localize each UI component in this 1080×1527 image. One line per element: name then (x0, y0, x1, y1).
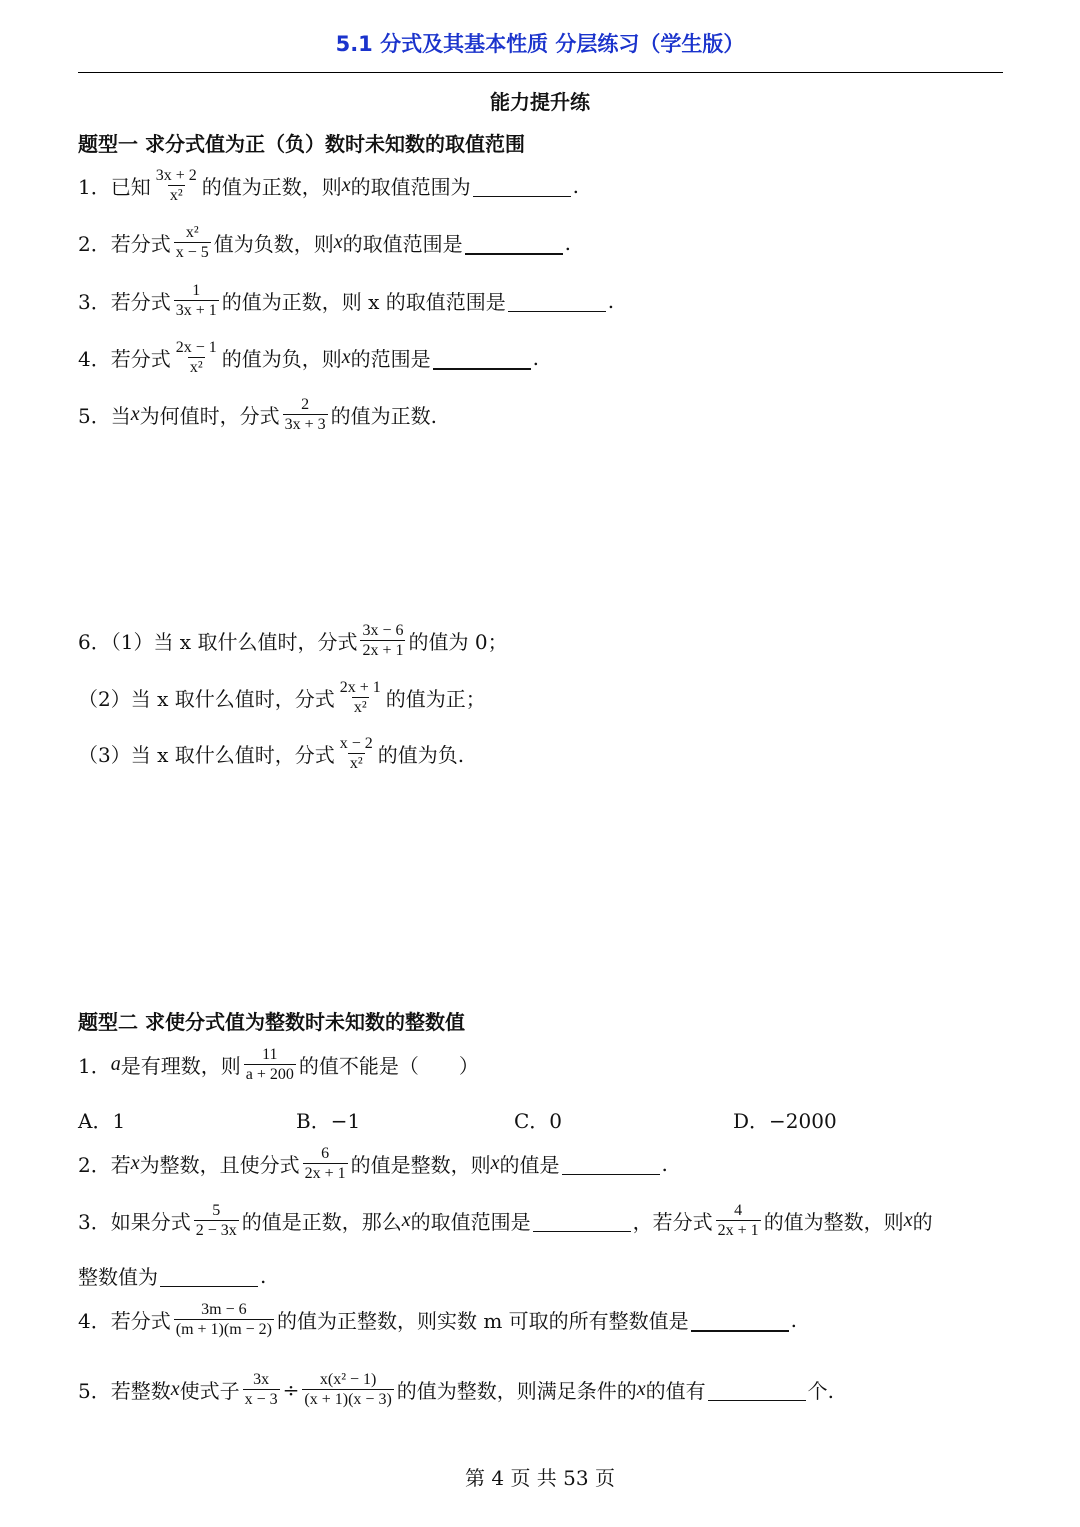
fraction: $\frac{1}{3x + 1}$ (175, 282, 217, 319)
section-title: 能力提升练 (490, 90, 590, 114)
fraction: $\frac{2x - 1}{\text{x²}}$ (175, 339, 217, 376)
type1-question-4: 4．若分式 $\frac{2x - 1}{\text{x²}}$ 的值为负，则 x 的范围是 . (78, 339, 540, 376)
header-divider (78, 72, 1003, 73)
answer-blank[interactable] (465, 231, 563, 255)
type2-question-5: 5．若整数 x 使式子 $\frac{3x}{x - 3}$ ÷ $\frac{\text{x(x² − 1)}}{(x + 1)(x - 3)}$ 的值为整数，则满足条件的 x 的值有 个. (78, 1371, 835, 1408)
option-b[interactable]: B．−1 (296, 1109, 361, 1133)
fraction: $\frac{3m - 6}{(m + 1)(m - 2)}$ (175, 1301, 272, 1338)
type2-question-2: 2．若 x 为整数，且使分式 $\frac{6}{2x + 1}$ 的值是整数，则 x 的值是 . (78, 1145, 668, 1182)
fraction: $\frac{4}{2x + 1}$ (717, 1202, 759, 1239)
answer-blank[interactable] (691, 1308, 789, 1332)
answer-blank[interactable] (433, 346, 531, 370)
option-c[interactable]: C．0 (514, 1109, 563, 1133)
type1-question-6-part-3: （3）当 x 取什么值时，分式 $\frac{x - 2}{\text{x²}}$ 的值为负. (78, 735, 465, 772)
fraction: $\frac{2}{3x + 3}$ (284, 396, 326, 433)
document-title: 5.1 分式及其基本性质 分层练习（学生版） (335, 32, 745, 56)
type2-heading: 题型二 求使分式值为整数时未知数的整数值 (78, 1010, 465, 1034)
fraction: $\frac{5}{2 - 3x}$ (195, 1202, 237, 1239)
type1-question-1: 1．已知 $\frac{3x + 2}{\text{x²}}$ 的值为正数，则 x 的取值范围为 . (78, 167, 580, 204)
type1-question-2: 2．若分式 $\frac{\text{x²}}{x - 5}$ 值为负数，则 x 的取值范围是 . (78, 224, 572, 261)
type1-heading: 题型一 求分式值为正（负）数时未知数的取值范围 (78, 132, 525, 156)
answer-blank[interactable] (562, 1152, 660, 1175)
fraction: $\frac{3x - 6}{2x + 1}$ (362, 622, 404, 659)
type1-question-6-part-1: 6．（1）当 x 取什么值时，分式 $\frac{3x - 6}{2x + 1}$ 的值为 0； (78, 622, 508, 659)
fraction: $\frac{3x}{x - 3}$ (244, 1371, 278, 1408)
fraction: $\frac{\text{x²}}{x - 5}$ (175, 224, 209, 261)
fraction: $\frac{3x + 2}{\text{x²}}$ (155, 167, 197, 204)
fraction: $\frac{6}{2x + 1}$ (304, 1145, 346, 1182)
answer-blank[interactable] (473, 174, 571, 197)
type2-question-4: 4．若分式 $\frac{3m - 6}{(m + 1)(m - 2)}$ 的值为正整数，则实数 m 可取的所有整数值是 . (78, 1301, 798, 1338)
fraction: $\frac{2x + 1}{\text{x²}}$ (339, 679, 381, 716)
type1-question-5: 5．当 x 为何值时，分式 $\frac{2}{3x + 3}$ 的值为正数. (78, 396, 438, 433)
answer-blank[interactable] (160, 1264, 258, 1287)
page-number: 第 4 页 共 53 页 (465, 1466, 615, 1490)
fraction: $\frac{\text{x(x² − 1)}}{(x + 1)(x - 3)}$ (304, 1371, 392, 1408)
choice-options (78, 1105, 1003, 1133)
type2-question-1: 1． a 是有理数，则 $\frac{11}{a + 200}$ 的值不能是（ ） (78, 1046, 479, 1083)
option-d[interactable]: D．−2000 (733, 1109, 837, 1133)
fraction: $\frac{11}{a + 200}$ (245, 1046, 294, 1083)
answer-blank[interactable] (533, 1209, 631, 1232)
type2-question-3-line-2: 整数值为 . (78, 1263, 267, 1289)
fraction: $\frac{x - 2}{\text{x²}}$ (339, 735, 373, 772)
option-a[interactable]: A．1 (78, 1109, 126, 1133)
type2-question-3: 3．如果分式 $\frac{5}{2 - 3x}$ 的值是正数，那么 x 的取值范围是 ，若分式 $\frac{4}{2x + 1}$ 的值为整数，则 x 的 (78, 1202, 933, 1239)
type1-question-6-part-2: （2）当 x 取什么值时，分式 $\frac{2x + 1}{\text{x²}}$ 的值为正； (78, 679, 486, 716)
answer-blank[interactable] (708, 1378, 806, 1401)
answer-blank[interactable] (508, 289, 606, 312)
type1-question-3: 3．若分式 $\frac{1}{3x + 1}$ 的值为正数，则 x 的取值范围是 . (78, 282, 615, 319)
